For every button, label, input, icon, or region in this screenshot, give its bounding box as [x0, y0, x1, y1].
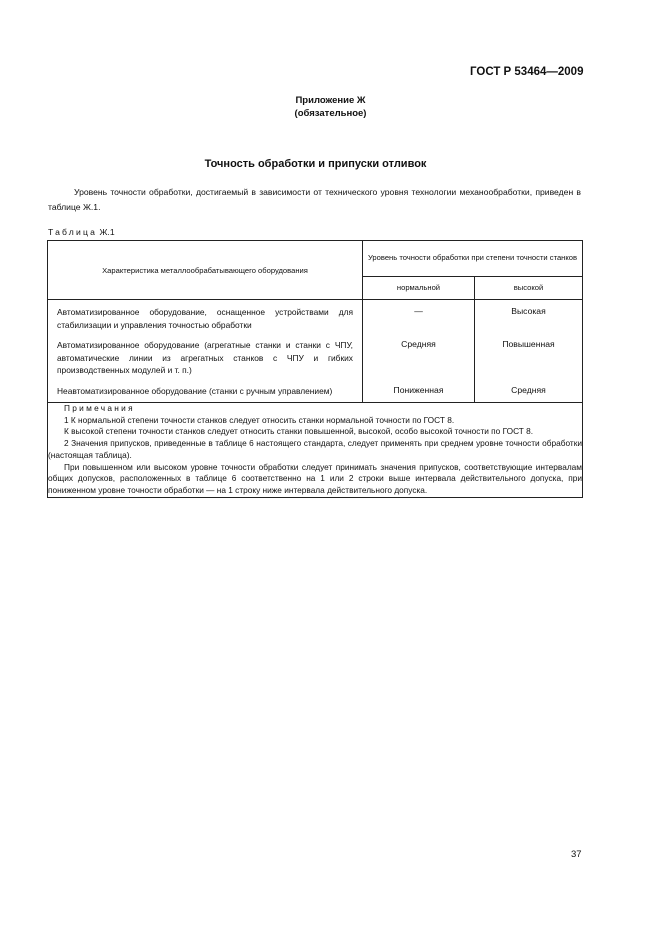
table-notes — [48, 403, 583, 498]
table-caption-number: Ж.1 — [99, 227, 115, 237]
header-accuracy-level: Уровень точности обработки при степени точности станков — [363, 241, 583, 277]
table-caption-prefix: Таблица — [48, 227, 98, 237]
table-row — [48, 300, 583, 334]
row-normal-value: Средняя — [363, 333, 475, 379]
accuracy-table — [47, 240, 583, 498]
row-normal-value: — — [363, 300, 475, 334]
note-item: При повышенном или высоком уровне точности обработки следует принимать значения припусков, соответствующие интервалам общих допусков, расположенных в таблице 6 соответственно на 1 или 2 строки выше интервала действительного допуска, при пониженном уровне точности обработки — на 1 строку ниже интервала действительного допуска. — [48, 461, 582, 495]
row-characteristic: Неавтоматизированное оборудование (станки с ручным управлением) — [48, 379, 363, 403]
note-item: К высокой степени точности станков следует относить станки повышенной, высокой, особо высокой точности по ГОСТ 8. — [64, 426, 534, 437]
appendix-title: Приложение Ж — [295, 95, 366, 106]
table-header-row — [48, 241, 583, 277]
header-normal: нормальной — [363, 276, 475, 299]
note-item: 1 К нормальной степени точности станков следует относить станки нормальной точности по ГОСТ 8. — [64, 414, 455, 425]
row-characteristic: Автоматизированное оборудование, оснащенное устройствами для стабилизации и управления точностью обработки — [48, 300, 363, 334]
note-item: 2 Значения припусков, приведенные в таблице 6 настоящего стандарта, следует применять при среднем уровне точности обработки (настоящая таблица). — [48, 438, 582, 460]
header-characteristic: Характеристика металлообрабатывающего оборудования — [48, 241, 363, 300]
notes-heading: Примечания — [64, 403, 135, 413]
appendix-status: (обязательное) — [294, 108, 367, 119]
row-characteristic: Автоматизированное оборудование (агрегатные станки и станки с ЧПУ, автоматические линии из агрегатных станков с ЧПУ и гибких производственных модулей и т. п.) — [48, 333, 363, 379]
section-title: Точность обработки и припуски отливок — [204, 158, 427, 170]
table-row — [48, 379, 583, 403]
header-high: высокой — [475, 276, 583, 299]
appendix-heading — [0, 94, 661, 120]
row-high-value: Высокая — [475, 300, 583, 334]
row-high-value: Повышенная — [475, 333, 583, 379]
table-caption — [48, 227, 115, 237]
table-row — [48, 333, 583, 379]
standard-designation: ГОСТ Р 53464—2009 — [470, 66, 584, 78]
table-notes-row — [48, 403, 583, 498]
row-normal-value: Пониженная — [363, 379, 475, 403]
row-high-value: Средняя — [475, 379, 583, 403]
page-number: 37 — [571, 849, 582, 860]
intro-paragraph: Уровень точности обработки, достигаемый в зависимости от технического уровня технологии механообработки, приведен в таблице Ж.1. — [48, 187, 581, 212]
